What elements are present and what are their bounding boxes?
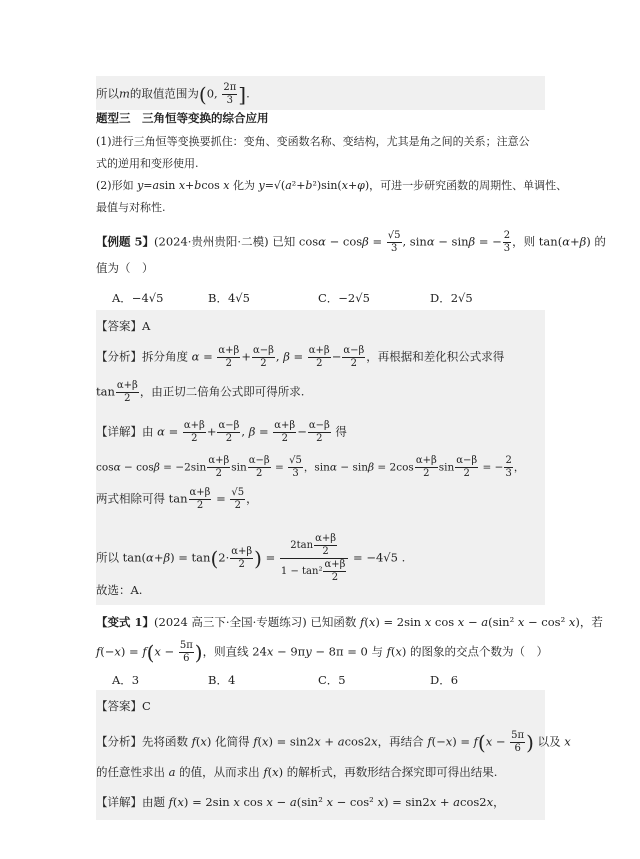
tip-1-line-2: 式的逆用和变形使用. xyxy=(96,157,199,170)
example5-question-line-2: 值为（ ） xyxy=(96,261,154,275)
variant1-option-d: D．6 xyxy=(430,673,459,687)
tip-2-line-2: 最值与对称性. xyxy=(96,201,166,214)
variant1-tag: 【变式 1】 xyxy=(96,615,155,629)
variant1-analysis-line-1: 【分析】先将函数 f(x) 化简得 f(x) = sin2x + acos2x，再结合 f(−x) = f(x − $\frac{5\pi}{6}$ ) 以及 x xyxy=(96,730,571,755)
variant1-analysis-line-2: 的任意性求出 a 的值，从而求出 f(x) 的解析式，再数形结合探究即可得出结果. xyxy=(96,765,498,779)
variant1-detail-line-1: 【详解】由题 f(x) = 2sin x cos x − a(sin² x − cos² x) = sin2x + acos2x， xyxy=(96,795,505,809)
example5-analysis-line-2: tan $\frac{\alpha+\beta}{2}$ ，由正切二倍角公式即可得所求. xyxy=(96,380,305,404)
example5-answer: 【答案】A xyxy=(96,319,151,333)
variant1-question-line-2: f(−x) = f(x − $\frac{5\pi}{6}$ )，则直线 24x − 9πy − 8π = 0 与 f(x) 的图象的交点个数为（ ） xyxy=(96,640,549,665)
section-heading: 题型三 三角恒等变换的综合应用 xyxy=(96,111,269,125)
example5-choice: 故选：A. xyxy=(96,583,143,597)
variant1-option-c: C．5 xyxy=(318,673,346,687)
tip-2-line-1: (2)形如 y=asin x+bcos x 化为 y=√(a²+b²)sin(x+φ)，可进一步研究函数的周期性、单调性、 xyxy=(96,179,568,192)
example5-detail-line-1: 【详解】由 α = $\frac{\alpha+\beta}{2}$ + $\frac{\alpha-\beta}{2}$ , β = $\frac{\alpha+\beta}{2}$ − $\frac{\alpha-\beta}{2}$ 得 xyxy=(96,420,347,444)
example5-option-d: D．2√5 xyxy=(430,291,473,305)
example5-option-a: A．−4√5 xyxy=(112,291,164,305)
example5-option-b: B．4√5 xyxy=(208,291,250,305)
example5-detail-line-2: cosα − cosβ = −2sin $\frac{\alpha+\beta}{2}$ sin $\frac{\alpha-\beta}{2}$ = $\frac{√5}{3}$ ，sinα − sinβ = 2cos $\frac{\alpha+\beta}{2}$ sin $\frac{\alpha-\beta}{2}$ = − $\frac{2}{3}$ ， xyxy=(96,455,525,479)
variant1-question-line-1: 【变式 1】(2024 高三下·全国·专题练习) 已知函数 f(x) = 2sin x cos x − a(sin² x − cos² x)，若 xyxy=(96,615,603,629)
example5-option-c: C．−2√5 xyxy=(318,291,370,305)
example5-detail-line-3: 两式相除可得 tan $\frac{\alpha+\beta}{2}$ = $\frac{√5}{2}$ ， xyxy=(96,487,258,511)
tip-1-line-1: (1)进行三角恒等变换要抓住：变角、变函数名称、变结构，尤其是角之间的关系；注意公 xyxy=(96,135,530,148)
variant1-answer: 【答案】C xyxy=(96,699,151,713)
example5-analysis-line-1: 【分析】拆分角度 α = $\frac{\alpha+\beta}{2}$ + $\frac{\alpha-\beta}{2}$ , β = $\frac{\alpha+\beta}{2}$ − $\frac{\alpha-\beta}{2}$ ，再根据和差化积公式求得 xyxy=(96,345,505,369)
example5-tag: 【例题 5】 xyxy=(96,234,155,249)
variant1-option-b: B．4 xyxy=(208,673,236,687)
example5-detail-line-4: 所以 tan(α+β) = tan(2· $\frac{\alpha+\beta}{2}$ ) = 2tan $\frac{\alpha+\beta}{2}$ 1 − tan² $\frac{\alpha+\beta}{2}$ = −4√5 . xyxy=(96,533,406,583)
variant1-option-a: A．3 xyxy=(112,673,140,687)
example5-question-line-1: 【例题 5】(2024·贵州贵阳·二模) 已知 cosα − cosβ = $\frac{√5}{3}$ , sinα − sinβ = − $\frac{2}{3}$ ，则 tan(α+β) 的 xyxy=(96,230,606,254)
previous-conclusion: 所以m的取值范围为(0, $\frac{2\pi}{3}$ ]. xyxy=(96,82,250,107)
